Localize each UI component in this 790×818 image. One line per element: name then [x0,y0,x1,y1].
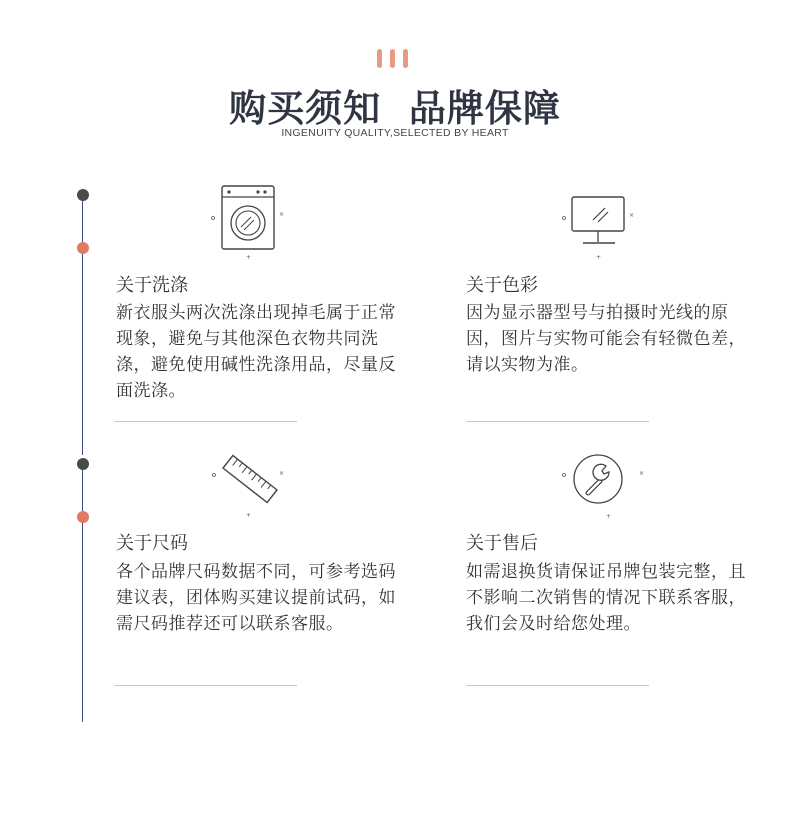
timeline-line-top [82,190,83,455]
svg-text:+: + [246,254,252,261]
timeline-line-bottom [82,470,83,722]
timeline-dot [77,458,89,470]
section-body-size: 各个品牌尺码数据不同，可参考选码建议表，团体购买建议提前试码，如需尺码推荐还可以联系客服。 [116,562,396,634]
timeline-dot [77,189,89,201]
section-divider [466,685,649,686]
svg-text:+: + [606,513,612,520]
section-title-washing: 关于洗涤 [116,275,188,296]
svg-text:+: + [246,512,252,519]
monitor-icon [555,188,645,262]
svg-text:+: + [596,254,602,261]
section-title-aftersales: 关于售后 [466,533,538,554]
timeline-dot-accent [77,511,89,523]
decor-bar-2 [390,49,395,68]
svg-text:×: × [629,212,635,219]
page-title: 购买须知 品牌保障 [229,87,561,130]
wrench-icon [555,447,651,521]
svg-text:×: × [279,211,285,218]
svg-text:×: × [639,470,645,477]
section-divider [114,685,297,686]
svg-text:×: × [279,470,285,477]
section-divider [466,421,649,422]
section-body-washing: 新衣服头两次洗涤出现掉毛属于正常现象，避免与其他深色衣物共同洗涤，避免使用碱性洗涤用品，尽量反面洗涤。 [116,303,396,401]
page-subtitle: INGENUITY QUALITY,SELECTED BY HEART [281,127,509,139]
section-title-size: 关于尺码 [116,533,188,554]
ruler-icon [205,447,295,521]
section-body-aftersales: 如需退换货请保证吊牌包装完整，且不影响二次销售的情况下联系客服，我们会及时给您处理。 [466,562,746,634]
section-body-color: 因为显示器型号与拍摄时光线的原因，图片与实物可能会有轻微色差，请以实物为准。 [466,303,746,375]
section-title-color: 关于色彩 [466,275,538,296]
washing-machine-icon [205,182,295,262]
section-divider [114,421,297,422]
decor-bar-3 [403,49,408,68]
timeline-dot-accent [77,242,89,254]
decor-bar-1 [377,49,382,68]
